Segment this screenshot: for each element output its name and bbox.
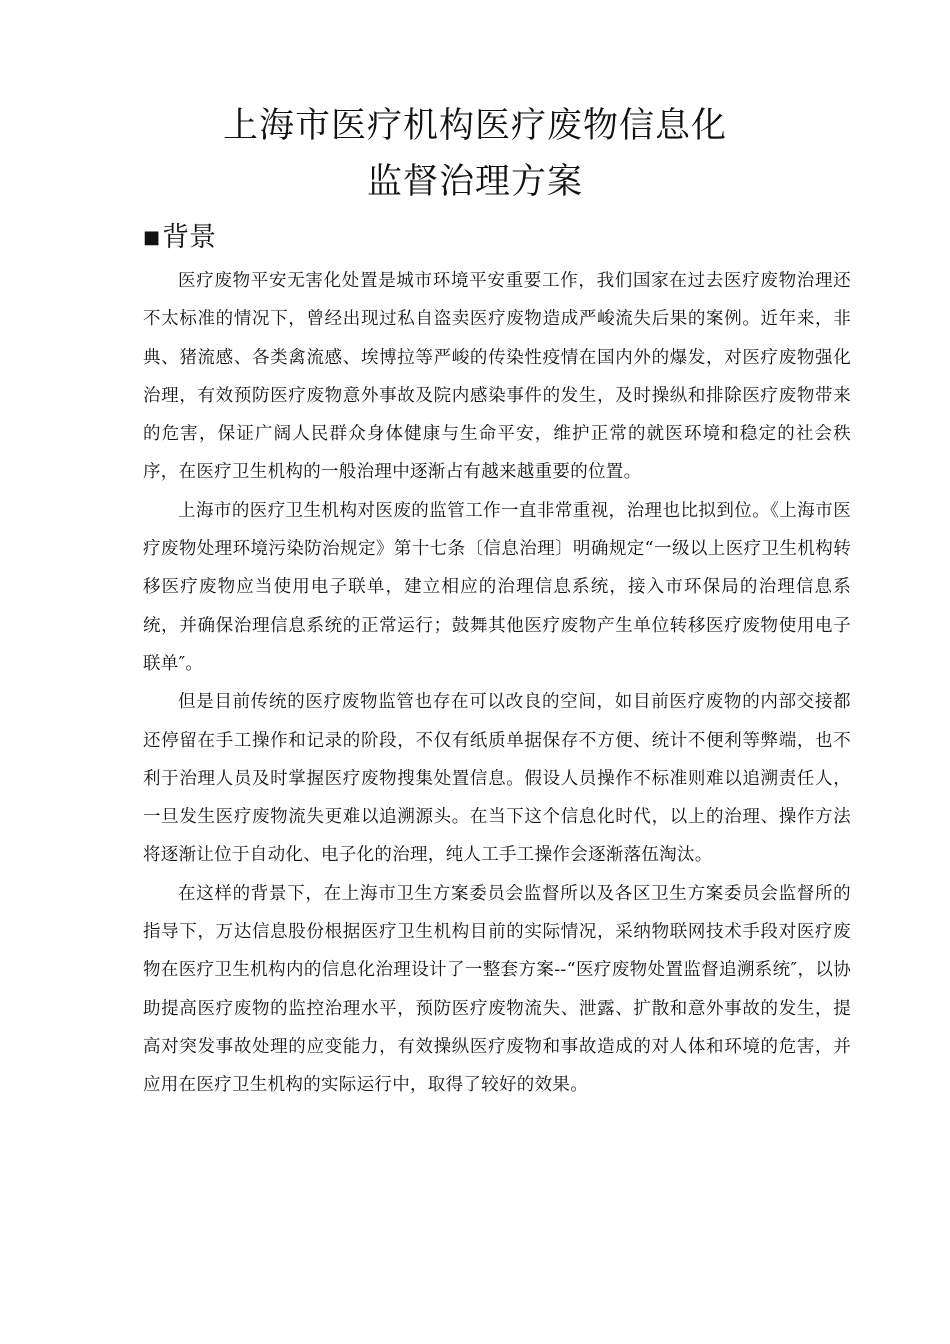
square-bullet-icon: ■ <box>143 227 161 248</box>
paragraph-3: 但是目前传统的医疗废物监管也存在可以改良的空间，如目前医疗废物的内部交接都还停留在手工操作和记录的阶段，不仅有纸质单据保存不方便、统计不便利等弊端，也不利于治理人员及时掌握医疗废物搜集处置信息。假设人员操作不标准则难以追溯责任人，一旦发生医疗废物流失更难以追溯源头。在当下这个信息化时代，以上的治理、操作方法将逐渐让位于自动化、电子化的治理，纯人工手工操作会逐渐落伍淘汰。 <box>143 692 851 866</box>
body-text <box>143 262 851 1105</box>
title-line-1: 上海市医疗机构医疗废物信息化 <box>222 106 727 146</box>
section-heading-text: 背景 <box>162 222 217 253</box>
title-line-2: 监督治理方案 <box>366 162 583 202</box>
paragraph-4: 在这样的背景下，在上海市卫生方案委员会监督所以及各区卫生方案委员会监督所的指导下，万达信息股份根据医疗卫生机构目前的实际情况，采纳物联网技术手段对医疗废物在医疗卫生机构内的信息化治理设计了一整套方案--“医疗废物处置监督追溯系统″，以协助提高医疗废物的监控治理水平，预防医疗废物流失、泄露、扩散和意外事故的发生，提高对突发事故处理的应变能力，有效操纵医疗废物和事故造成的对人体和环境的危害，并应用在医疗卫生机构的实际运行中，取得了较好的效果。 <box>143 883 851 1096</box>
document-title <box>0 98 950 210</box>
paragraph-1: 医疗废物平安无害化处置是城市环境平安重要工作，我们国家在过去医疗废物治理还不太标准的情况下，曾经出现过私自盗卖医疗废物造成严峻流失后果的案例。近年来，非典、猪流感、各类禽流感、埃博拉等严峻的传染性疫情在国内外的爆发，对医疗废物强化治理，有效预防医疗废物意外事故及院内感染事件的发生，及时操纵和排除医疗废物带来的危害，保证广阔人民群众身体健康与生命平安，维护正常的就医环境和稳定的社会秩序，在医疗卫生机构的一般治理中逐渐占有越来越重要的位置。 <box>143 271 851 483</box>
paragraph-2: 上海市的医疗卫生机构对医废的监管工作一直非常重视，治理也比拟到位。《上海市医疗废物处理环境污染防治规定》第十七条〔信息治理〕明确规定“一级以上医疗卫生机构转移医疗废物应当使用电子联单，建立相应的治理信息系统，接入市环保局的治理信息系统，并确保治理信息系统的正常运行；鼓舞其他医疗废物产生单位转移医疗废物使用电子联单″。 <box>143 500 851 674</box>
section-heading-background <box>143 218 216 258</box>
